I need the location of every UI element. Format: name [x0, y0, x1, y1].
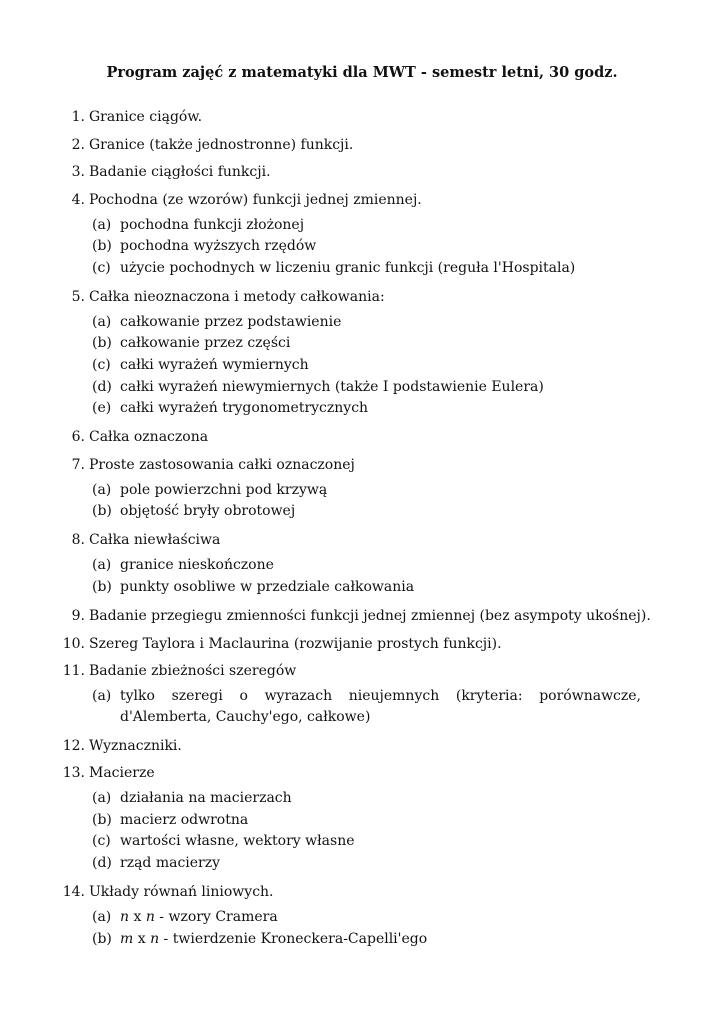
sub-item	[89, 907, 660, 929]
list-item-9	[60, 606, 660, 626]
sub-list	[89, 215, 660, 280]
list-item-14	[60, 882, 660, 950]
sub-item-label: (a)	[92, 557, 112, 574]
sub-item	[89, 831, 660, 853]
item-number: 5.	[71, 288, 85, 305]
sub-list	[89, 686, 660, 728]
item-text: Badanie zbieżności szeregów	[89, 663, 297, 680]
sub-item-text: pole powierzchni pod krzywą	[120, 481, 328, 498]
sub-item-text: wartości własne, wektory własne	[120, 833, 355, 850]
sub-item-label: (b)	[92, 811, 112, 828]
item-text: Granice (także jednostronne) funkcji.	[89, 136, 354, 153]
dimension-separator: x	[129, 909, 146, 925]
list-item-2	[60, 135, 660, 155]
sub-item-text: całki wyrażeń niewymiernych (także I podstawienie Eulera)	[120, 378, 544, 395]
sub-item-text: użycie pochodnych w liczeniu granic funkcji (reguła l'Hospitala)	[120, 259, 576, 276]
sub-item-text: pochodna funkcji złożonej	[120, 216, 305, 233]
math-variable: m	[120, 930, 134, 947]
document-title: Program zajęć z matematyki dla MWT - semestr letni, 30 godz.	[106, 64, 618, 81]
sub-item	[89, 577, 660, 599]
item-text: Całka oznaczona	[89, 429, 209, 446]
sub-item	[89, 258, 660, 280]
sub-list	[89, 312, 660, 420]
item-number: 7.	[71, 456, 85, 473]
item-text: Granice ciągów.	[89, 109, 203, 125]
sub-item	[89, 555, 660, 577]
list-item-13	[60, 763, 660, 874]
sub-item-label: (a)	[92, 688, 112, 705]
sub-item-text: pochodna wyższych rzędów	[120, 238, 317, 255]
sub-item-text: objętość bryły obrotowej	[120, 503, 296, 520]
item-text: Układy równań liniowych.	[89, 884, 274, 900]
sub-item-label: (b)	[92, 579, 112, 596]
item-text: Badanie ciągłości funkcji.	[89, 164, 271, 180]
sub-item	[89, 377, 660, 399]
sub-list	[89, 555, 660, 598]
sub-item	[89, 480, 660, 502]
list-item-4	[60, 190, 660, 280]
item-text: Szereg Taylora i Maclaurina (rozwijanie prostych funkcji).	[89, 635, 502, 652]
sub-item-label: (d)	[92, 378, 112, 395]
sub-item-label: (b)	[92, 930, 112, 947]
sub-item-label: (a)	[92, 216, 112, 233]
sub-item	[89, 215, 660, 237]
sub-item-text: całki wyrażeń trygonometrycznych	[120, 400, 369, 417]
sub-item-text: całki wyrażeń wymiernych	[120, 356, 309, 373]
item-number: 13.	[62, 765, 85, 782]
item-number: 14.	[62, 884, 85, 900]
sub-item-label: (b)	[92, 238, 112, 255]
sub-item-text: punkty osobliwe w przedziale całkowania	[120, 579, 415, 596]
sub-list	[89, 788, 660, 874]
sub-item	[89, 788, 660, 810]
item-text: Badanie przegiegu zmienności funkcji jednej zmiennej (bez asympoty ukośnej).	[89, 608, 651, 625]
sub-item	[89, 929, 660, 951]
item-text: Macierze	[89, 765, 155, 782]
sub-item-text: macierz odwrotna	[120, 811, 249, 828]
list-item-1	[60, 107, 660, 127]
sub-item-label: (b)	[92, 503, 112, 520]
item-text: Wyznaczniki.	[89, 737, 182, 754]
item-text: Całka nieoznaczona i metody całkowania:	[89, 288, 385, 305]
sub-item-text	[120, 907, 641, 929]
sub-list	[89, 480, 660, 523]
item-text: Proste zastosowania całki oznaczonej	[89, 456, 355, 473]
item-number: 11.	[62, 663, 85, 680]
item-number: 4.	[71, 191, 85, 208]
sub-item-rest: - twierdzenie Kroneckera-Capelli'ego	[159, 930, 428, 947]
sub-item	[89, 810, 660, 832]
list-item-10	[60, 634, 660, 654]
sub-item	[89, 501, 660, 523]
list-item-11	[60, 661, 660, 728]
sub-item-text: całkowanie przez części	[120, 335, 291, 352]
sub-item-text: rząd macierzy	[120, 854, 221, 871]
sub-item-label: (c)	[92, 259, 111, 276]
sub-item-label: (c)	[92, 356, 111, 373]
item-number: 1.	[71, 109, 85, 125]
sub-item	[89, 853, 660, 875]
list-item-7	[60, 455, 660, 523]
sub-item	[89, 355, 660, 377]
sub-item-label: (d)	[92, 854, 112, 871]
sub-item	[89, 333, 660, 355]
item-text: Pochodna (ze wzorów) funkcji jednej zmiennej.	[89, 191, 422, 208]
sub-item-label: (e)	[92, 400, 112, 417]
list-item-6	[60, 427, 660, 447]
list-item-12	[60, 736, 660, 756]
sub-item-label: (c)	[92, 833, 111, 850]
item-number: 10.	[62, 635, 85, 652]
sub-item-rest: - wzory Cramera	[154, 909, 278, 925]
sub-item-label: (a)	[92, 909, 112, 925]
dimension-separator: x	[133, 930, 151, 947]
sub-item-text	[120, 929, 641, 951]
item-number: 8.	[71, 532, 85, 549]
list-item-3	[60, 162, 660, 182]
sub-item-text: tylko szeregi o wyrazach nieujemnych (kryteria: porównawcze, d'Alemberta, Cauchy'ego, całkowe)	[120, 688, 641, 726]
sub-item-text: całkowanie przez podstawienie	[120, 313, 342, 330]
sub-item	[89, 686, 660, 728]
math-variable: n	[120, 909, 130, 925]
sub-item-label: (a)	[92, 313, 112, 330]
topic-list	[60, 107, 660, 958]
sub-item-label: (a)	[92, 790, 112, 807]
math-variable: n	[150, 930, 160, 947]
item-number: 2.	[71, 136, 85, 153]
sub-item-text: działania na macierzach	[120, 790, 292, 807]
sub-item	[89, 312, 660, 334]
sub-list	[89, 907, 660, 950]
item-text: Całka niewłaściwa	[89, 532, 221, 549]
item-number: 3.	[71, 164, 85, 180]
list-item-8	[60, 530, 660, 598]
sub-item	[89, 398, 660, 420]
item-number: 6.	[71, 429, 85, 446]
sub-item	[89, 236, 660, 258]
item-number: 9.	[71, 608, 85, 625]
sub-item-label: (a)	[92, 481, 112, 498]
sub-item-label: (b)	[92, 335, 112, 352]
math-variable: n	[145, 909, 155, 925]
item-number: 12.	[62, 737, 85, 754]
sub-item-text: granice nieskończone	[120, 557, 274, 574]
list-item-5	[60, 287, 660, 420]
